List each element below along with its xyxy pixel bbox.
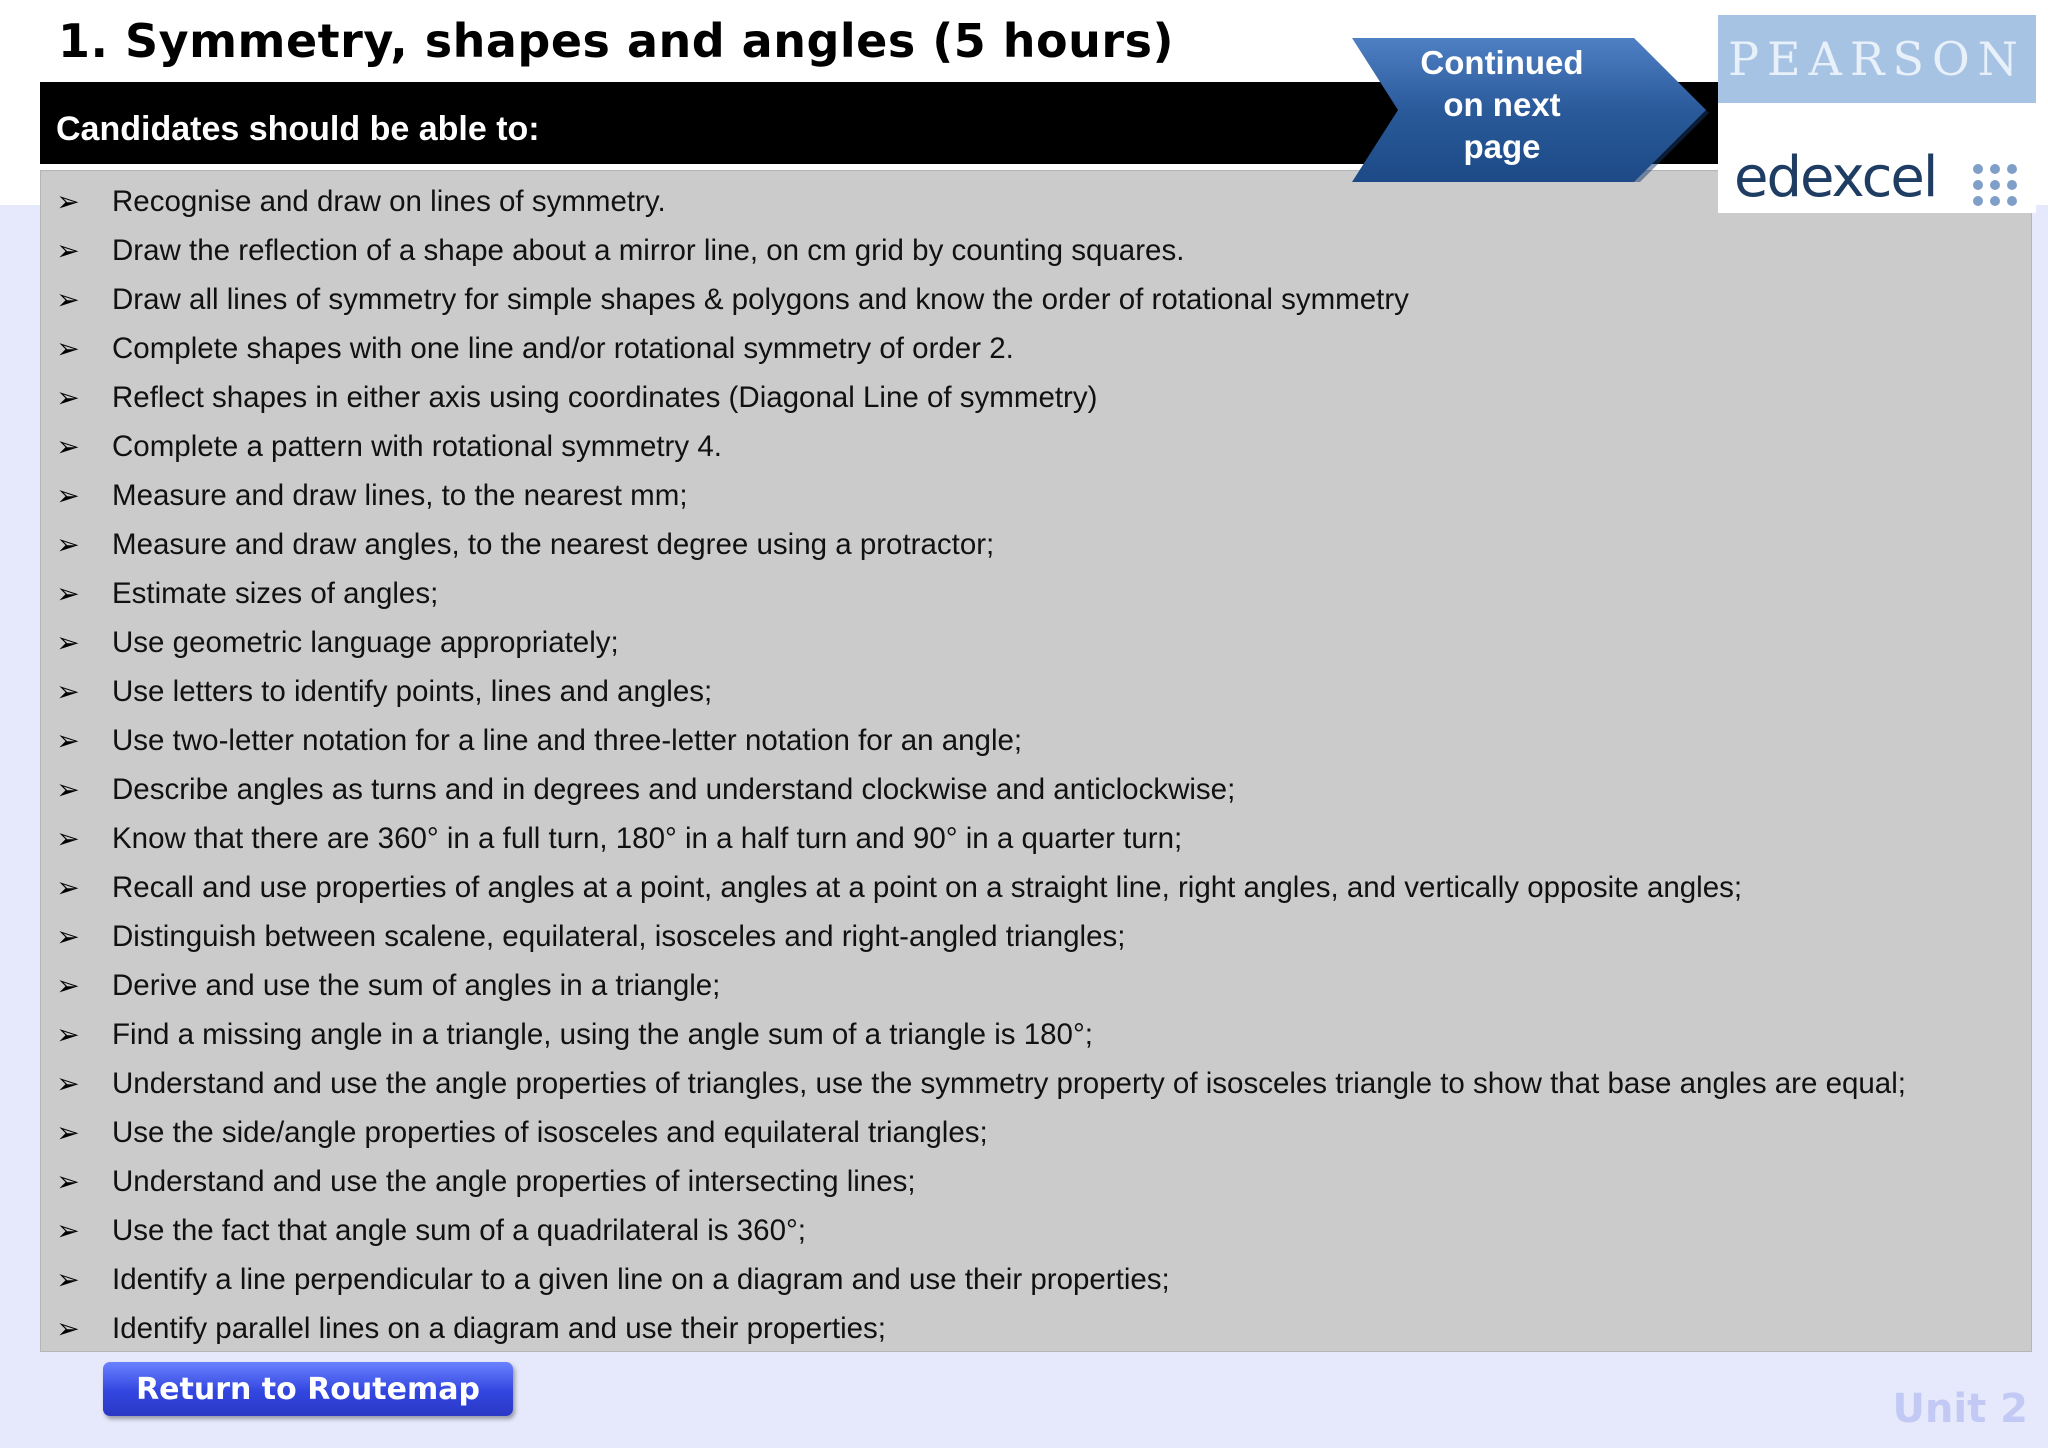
objective-text: Know that there are 360° in a full turn, 180° in a half turn and 90° in a quarter turn; [112,821,1183,855]
continued-line-1: Continued [1420,44,1584,81]
objective-text: Use the side/angle properties of isosceles and equilateral triangles; [112,1115,988,1149]
arrowhead-bullet-icon: ➢ [56,822,80,855]
subheading: Candidates should be able to: [56,110,540,148]
arrowhead-bullet-icon: ➢ [56,577,80,610]
objective-text: Complete shapes with one line and/or rotational symmetry of order 2. [112,331,1014,365]
arrowhead-bullet-icon: ➢ [56,1312,80,1345]
arrowhead-bullet-icon: ➢ [56,675,80,708]
list-item [41,618,2031,667]
arrowhead-bullet-icon: ➢ [56,1067,80,1100]
list-item [41,324,2031,373]
arrowhead-bullet-icon: ➢ [56,1165,80,1198]
objective-text: Derive and use the sum of angles in a triangle; [112,968,721,1002]
objective-text: Identify a line perpendicular to a given line on a diagram and use their properties; [112,1262,1170,1296]
list-item [41,863,2031,912]
list-item [41,716,2031,765]
list-item [41,912,2031,961]
objectives-panel [40,170,2032,1352]
objective-text: Measure and draw lines, to the nearest mm; [112,478,688,512]
unit-label: Unit 2 [1892,1386,2028,1432]
pearson-wordmark: PEARSON [1728,32,2026,86]
list-item [41,422,2031,471]
objective-text: Complete a pattern with rotational symmetry 4. [112,429,722,463]
objective-text: Use geometric language appropriately; [112,625,619,659]
edexcel-grid-icon [1970,163,2026,211]
arrowhead-bullet-icon: ➢ [56,479,80,512]
arrowhead-bullet-icon: ➢ [56,1214,80,1247]
arrowhead-bullet-icon: ➢ [56,332,80,365]
arrowhead-bullet-icon: ➢ [56,920,80,953]
list-item [41,1304,2031,1353]
continued-line-3: page [1463,128,1541,165]
return-button-label: Return to Routemap [136,1371,480,1407]
objective-text: Recall and use properties of angles at a point, angles at a point on a straight line, right angles, and vertically opposite angles; [112,870,1743,904]
arrowhead-bullet-icon: ➢ [56,528,80,561]
objective-text: Use two-letter notation for a line and three-letter notation for an angle; [112,723,1023,757]
objective-text: Measure and draw angles, to the nearest degree using a protractor; [112,527,995,561]
pearson-logo [1718,15,2036,103]
objective-text: Understand and use the angle properties of intersecting lines; [112,1164,916,1198]
list-item [41,226,2031,275]
arrowhead-bullet-icon: ➢ [56,773,80,806]
arrowhead-bullet-icon: ➢ [56,234,80,267]
arrowhead-bullet-icon: ➢ [56,283,80,316]
arrowhead-bullet-icon: ➢ [56,626,80,659]
edexcel-wordmark: edexcel [1734,145,1937,210]
list-item [41,275,2031,324]
return-to-routemap-button[interactable] [103,1362,513,1416]
list-item [41,667,2031,716]
list-item [41,569,2031,618]
edexcel-logo [1718,103,2036,213]
list-item [41,520,2031,569]
arrowhead-bullet-icon: ➢ [56,724,80,757]
objective-text: Reflect shapes in either axis using coordinates (Diagonal Line of symmetry) [112,380,1098,414]
arrowhead-bullet-icon: ➢ [56,185,80,218]
continued-line-2: on next [1443,86,1561,123]
list-item [41,765,2031,814]
list-item [41,1010,2031,1059]
list-item [41,961,2031,1010]
continued-label [1382,42,1622,168]
arrowhead-bullet-icon: ➢ [56,969,80,1002]
arrowhead-bullet-icon: ➢ [56,430,80,463]
list-item [41,1255,2031,1304]
objective-text: Use letters to identify points, lines and angles; [112,674,713,708]
arrowhead-bullet-icon: ➢ [56,1116,80,1149]
objective-text: Draw the reflection of a shape about a mirror line, on cm grid by counting squares. [112,233,1185,267]
arrowhead-bullet-icon: ➢ [56,381,80,414]
objective-text: Draw all lines of symmetry for simple shapes & polygons and know the order of rotational symmetry [112,282,1409,316]
arrowhead-bullet-icon: ➢ [56,1263,80,1296]
objective-text: Find a missing angle in a triangle, using the angle sum of a triangle is 180°; [112,1017,1093,1051]
list-item [41,814,2031,863]
arrowhead-bullet-icon: ➢ [56,1018,80,1051]
continued-arrow [1352,36,1712,182]
objective-text: Understand and use the angle properties of triangles, use the symmetry property of isosceles triangle to show that base angles are equal; [112,1066,1906,1100]
objective-text: Distinguish between scalene, equilateral, isosceles and right-angled triangles; [112,919,1126,953]
objective-text: Use the fact that angle sum of a quadrilateral is 360°; [112,1213,806,1247]
objective-text: Identify parallel lines on a diagram and use their properties; [112,1311,887,1345]
list-item [41,1108,2031,1157]
list-item [41,1157,2031,1206]
arrowhead-bullet-icon: ➢ [56,871,80,904]
objective-text: Describe angles as turns and in degrees and understand clockwise and anticlockwise; [112,772,1236,806]
list-item [41,1206,2031,1255]
list-item [41,471,2031,520]
list-item [41,373,2031,422]
objective-text: Estimate sizes of angles; [112,576,439,610]
objective-text: Recognise and draw on lines of symmetry. [112,184,666,218]
page-title: 1. Symmetry, shapes and angles (5 hours) [58,14,1174,68]
list-item [41,1059,2031,1108]
